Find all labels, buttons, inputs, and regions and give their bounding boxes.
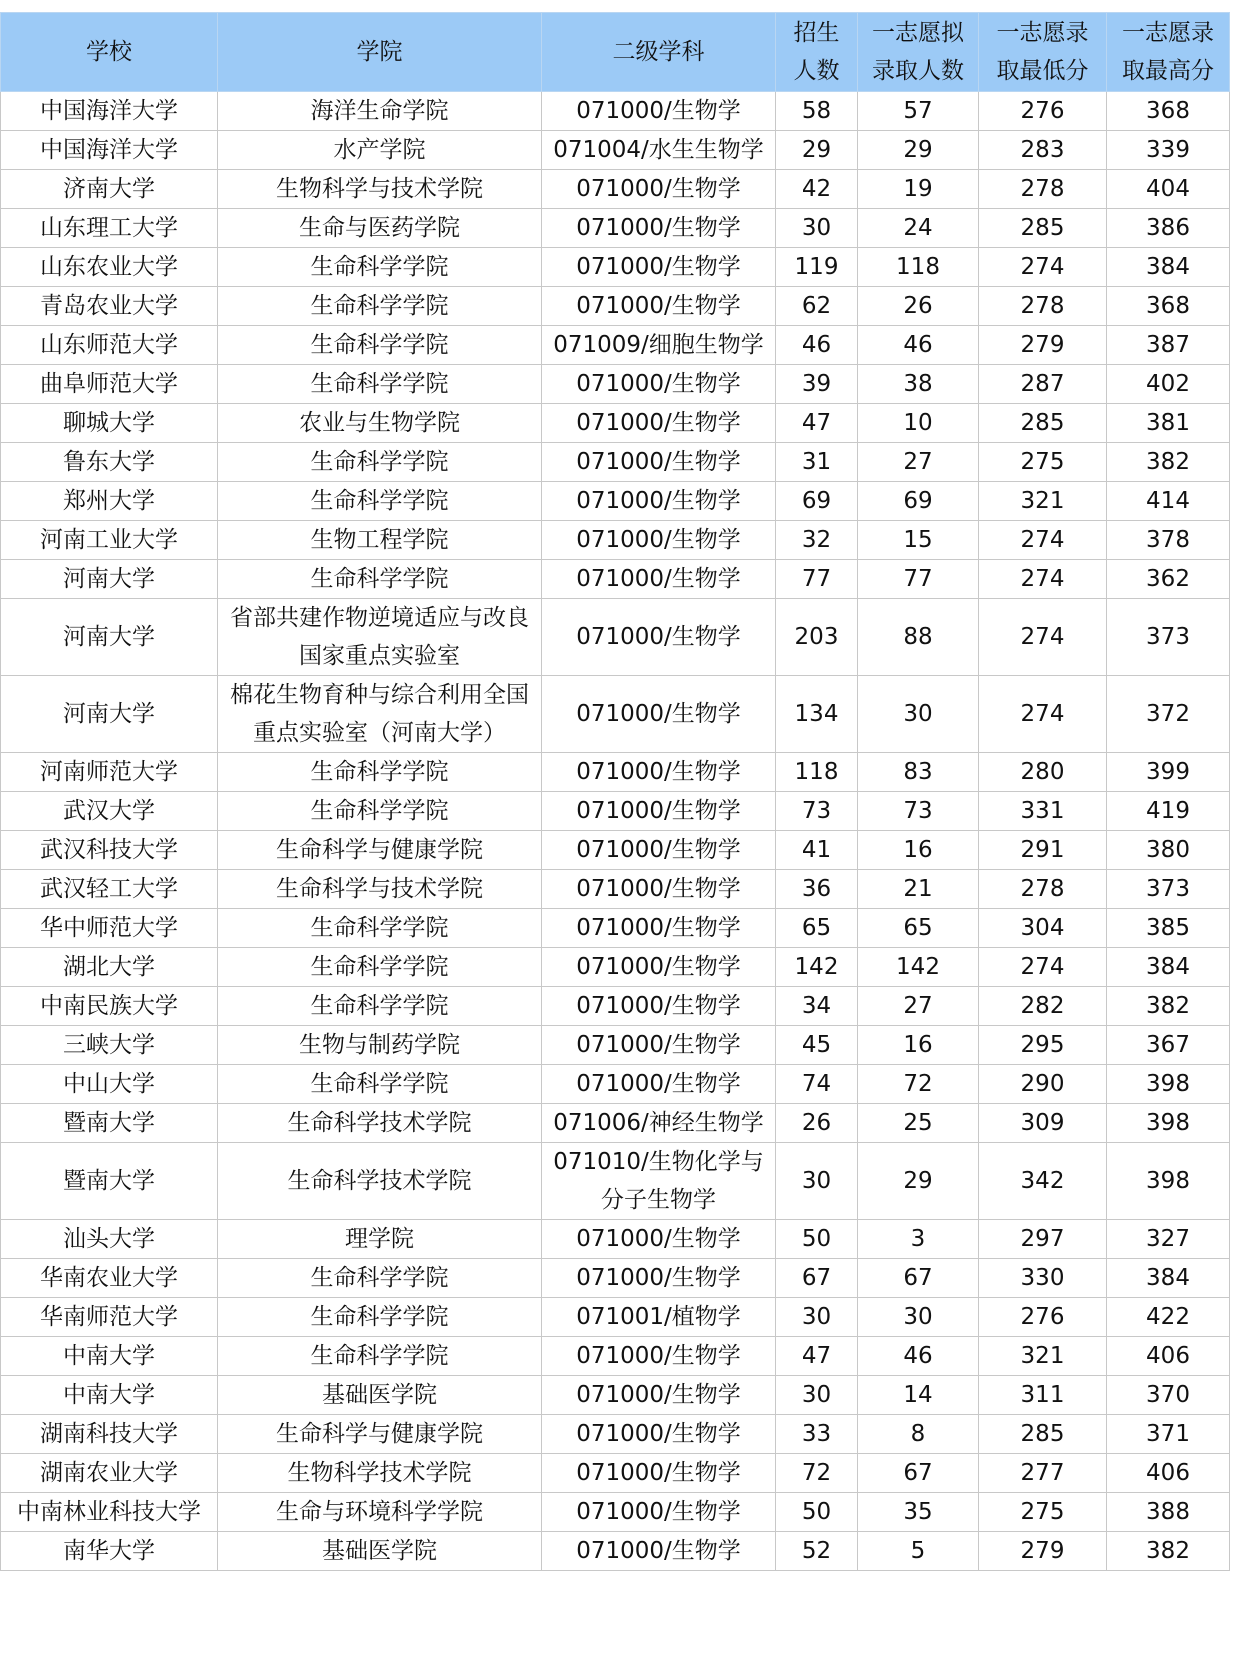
table-row: [1, 1143, 1230, 1220]
cell-discipline: 071004/水生生物学: [542, 131, 776, 170]
cell-first-choice-min-score: 285: [979, 404, 1107, 443]
cell-enrollment: 26: [776, 1104, 858, 1143]
table-row: [1, 987, 1230, 1026]
cell-school: 南华大学: [1, 1532, 218, 1571]
cell-first-choice-admitted: 19: [858, 170, 979, 209]
header-school: [1, 13, 218, 92]
cell-first-choice-admitted: 16: [858, 831, 979, 870]
cell-first-choice-max-score: 380: [1107, 831, 1230, 870]
table-body: [1, 92, 1230, 1571]
cell-first-choice-max-score: 388: [1107, 1493, 1230, 1532]
table-row: [1, 792, 1230, 831]
cell-discipline: 071000/生物学: [542, 599, 776, 676]
cell-enrollment: 203: [776, 599, 858, 676]
table-row: [1, 1220, 1230, 1259]
cell-enrollment: 58: [776, 92, 858, 131]
cell-enrollment: 33: [776, 1415, 858, 1454]
cell-first-choice-min-score: 274: [979, 560, 1107, 599]
cell-discipline: 071000/生物学: [542, 948, 776, 987]
cell-first-choice-admitted: 65: [858, 909, 979, 948]
cell-enrollment: 31: [776, 443, 858, 482]
cell-discipline: 071000/生物学: [542, 831, 776, 870]
table-row: [1, 560, 1230, 599]
cell-enrollment: 50: [776, 1493, 858, 1532]
cell-first-choice-min-score: 274: [979, 248, 1107, 287]
table-row: [1, 365, 1230, 404]
cell-discipline: 071000/生物学: [542, 1220, 776, 1259]
cell-enrollment: 50: [776, 1220, 858, 1259]
cell-college: 生命科学与技术学院: [218, 870, 542, 909]
cell-college: 生命与医药学院: [218, 209, 542, 248]
cell-discipline: 071000/生物学: [542, 404, 776, 443]
cell-school: 三峡大学: [1, 1026, 218, 1065]
cell-discipline: 071000/生物学: [542, 248, 776, 287]
table-row: [1, 1104, 1230, 1143]
table-row: [1, 1376, 1230, 1415]
cell-school: 湖南农业大学: [1, 1454, 218, 1493]
cell-first-choice-max-score: 382: [1107, 1532, 1230, 1571]
cell-enrollment: 47: [776, 404, 858, 443]
cell-school: 中南大学: [1, 1376, 218, 1415]
cell-enrollment: 30: [776, 1376, 858, 1415]
cell-first-choice-admitted: 14: [858, 1376, 979, 1415]
table-header: [1, 13, 1230, 92]
cell-first-choice-max-score: 370: [1107, 1376, 1230, 1415]
cell-school: 湖南科技大学: [1, 1415, 218, 1454]
cell-enrollment: 36: [776, 870, 858, 909]
cell-first-choice-admitted: 46: [858, 326, 979, 365]
table-row: [1, 1532, 1230, 1571]
cell-enrollment: 34: [776, 987, 858, 1026]
cell-first-choice-min-score: 321: [979, 1337, 1107, 1376]
cell-first-choice-min-score: 283: [979, 131, 1107, 170]
cell-first-choice-min-score: 274: [979, 599, 1107, 676]
cell-school: 中国海洋大学: [1, 131, 218, 170]
cell-college: 生命科学学院: [218, 248, 542, 287]
cell-discipline: 071000/生物学: [542, 443, 776, 482]
cell-first-choice-max-score: 414: [1107, 482, 1230, 521]
cell-first-choice-min-score: 277: [979, 1454, 1107, 1493]
table-row: [1, 482, 1230, 521]
cell-first-choice-min-score: 342: [979, 1143, 1107, 1220]
table-row: [1, 1337, 1230, 1376]
cell-college: 生物与制药学院: [218, 1026, 542, 1065]
cell-first-choice-min-score: 275: [979, 443, 1107, 482]
cell-first-choice-max-score: 381: [1107, 404, 1230, 443]
cell-first-choice-min-score: 275: [979, 1493, 1107, 1532]
cell-first-choice-max-score: 382: [1107, 443, 1230, 482]
cell-school: 济南大学: [1, 170, 218, 209]
cell-first-choice-admitted: 25: [858, 1104, 979, 1143]
cell-enrollment: 67: [776, 1259, 858, 1298]
cell-school: 山东师范大学: [1, 326, 218, 365]
cell-first-choice-min-score: 278: [979, 170, 1107, 209]
cell-first-choice-min-score: 295: [979, 1026, 1107, 1065]
cell-first-choice-admitted: 57: [858, 92, 979, 131]
table-row: [1, 1026, 1230, 1065]
table-row: [1, 131, 1230, 170]
cell-school: 武汉科技大学: [1, 831, 218, 870]
cell-college: 海洋生命学院: [218, 92, 542, 131]
cell-first-choice-min-score: 276: [979, 92, 1107, 131]
cell-school: 曲阜师范大学: [1, 365, 218, 404]
cell-enrollment: 39: [776, 365, 858, 404]
table-row: [1, 831, 1230, 870]
cell-college: 生物科学技术学院: [218, 1454, 542, 1493]
cell-college: 省部共建作物逆境适应与改良国家重点实验室: [218, 599, 542, 676]
cell-first-choice-min-score: 309: [979, 1104, 1107, 1143]
cell-first-choice-min-score: 274: [979, 948, 1107, 987]
cell-school: 中南林业科技大学: [1, 1493, 218, 1532]
table-row: [1, 248, 1230, 287]
cell-discipline: 071000/生物学: [542, 287, 776, 326]
cell-school: 中山大学: [1, 1065, 218, 1104]
cell-discipline: 071000/生物学: [542, 560, 776, 599]
cell-college: 生命科学学院: [218, 792, 542, 831]
header-first-choice-admitted: [858, 13, 979, 92]
cell-school: 河南大学: [1, 676, 218, 753]
cell-discipline: 071000/生物学: [542, 1337, 776, 1376]
cell-first-choice-max-score: 384: [1107, 1259, 1230, 1298]
header-text: 一志愿拟录取人数: [871, 20, 964, 84]
cell-college: 生命科学学院: [218, 443, 542, 482]
header-enrollment: [776, 13, 858, 92]
cell-first-choice-max-score: 368: [1107, 287, 1230, 326]
cell-first-choice-admitted: 3: [858, 1220, 979, 1259]
cell-school: 华南农业大学: [1, 1259, 218, 1298]
table-row: [1, 909, 1230, 948]
cell-first-choice-max-score: 419: [1107, 792, 1230, 831]
cell-college: 生命科学学院: [218, 753, 542, 792]
cell-first-choice-admitted: 73: [858, 792, 979, 831]
cell-enrollment: 134: [776, 676, 858, 753]
header-discipline: [542, 13, 776, 92]
cell-college: 水产学院: [218, 131, 542, 170]
cell-college: 生命科学学院: [218, 1259, 542, 1298]
cell-college: 生命科学与健康学院: [218, 1415, 542, 1454]
cell-first-choice-admitted: 8: [858, 1415, 979, 1454]
cell-college: 生命科学学院: [218, 326, 542, 365]
cell-discipline: 071000/生物学: [542, 1026, 776, 1065]
cell-first-choice-max-score: 368: [1107, 92, 1230, 131]
cell-discipline: 071000/生物学: [542, 209, 776, 248]
cell-school: 汕头大学: [1, 1220, 218, 1259]
table-row: [1, 170, 1230, 209]
header-row: [1, 13, 1230, 92]
cell-first-choice-admitted: 16: [858, 1026, 979, 1065]
cell-first-choice-min-score: 297: [979, 1220, 1107, 1259]
table-row: [1, 443, 1230, 482]
header-text: 一志愿录取最高分: [1121, 20, 1214, 84]
cell-school: 华南师范大学: [1, 1298, 218, 1337]
cell-school: 鲁东大学: [1, 443, 218, 482]
cell-college: 生命科学学院: [218, 948, 542, 987]
cell-first-choice-max-score: 399: [1107, 753, 1230, 792]
table-row: [1, 92, 1230, 131]
cell-first-choice-max-score: 384: [1107, 948, 1230, 987]
cell-discipline: 071000/生物学: [542, 870, 776, 909]
cell-first-choice-admitted: 67: [858, 1454, 979, 1493]
cell-school: 河南大学: [1, 560, 218, 599]
cell-discipline: 071000/生物学: [542, 365, 776, 404]
header-first-choice-max-score: [1107, 13, 1230, 92]
cell-enrollment: 119: [776, 248, 858, 287]
cell-college: 生命科学学院: [218, 365, 542, 404]
cell-first-choice-admitted: 27: [858, 443, 979, 482]
cell-first-choice-min-score: 285: [979, 1415, 1107, 1454]
cell-school: 暨南大学: [1, 1104, 218, 1143]
cell-school: 中南大学: [1, 1337, 218, 1376]
admission-table: [0, 12, 1230, 1571]
cell-discipline: 071000/生物学: [542, 753, 776, 792]
cell-discipline: 071000/生物学: [542, 1065, 776, 1104]
header-text: 学校: [86, 39, 132, 65]
table-row: [1, 209, 1230, 248]
cell-school: 青岛农业大学: [1, 287, 218, 326]
cell-first-choice-min-score: 279: [979, 326, 1107, 365]
cell-enrollment: 32: [776, 521, 858, 560]
table-row: [1, 1493, 1230, 1532]
cell-enrollment: 72: [776, 1454, 858, 1493]
header-text: 招生人数: [793, 20, 840, 84]
cell-first-choice-admitted: 21: [858, 870, 979, 909]
cell-first-choice-max-score: 372: [1107, 676, 1230, 753]
cell-first-choice-admitted: 15: [858, 521, 979, 560]
cell-first-choice-max-score: 422: [1107, 1298, 1230, 1337]
cell-discipline: 071000/生物学: [542, 92, 776, 131]
cell-college: 生命科学学院: [218, 287, 542, 326]
cell-first-choice-admitted: 38: [858, 365, 979, 404]
cell-discipline: 071009/细胞生物学: [542, 326, 776, 365]
cell-enrollment: 73: [776, 792, 858, 831]
cell-discipline: 071000/生物学: [542, 1376, 776, 1415]
cell-college: 生命科学学院: [218, 909, 542, 948]
cell-college: 理学院: [218, 1220, 542, 1259]
cell-school: 河南大学: [1, 599, 218, 676]
header-text: 二级学科: [612, 39, 705, 65]
table-row: [1, 1454, 1230, 1493]
cell-college: 生命科学与健康学院: [218, 831, 542, 870]
cell-discipline: 071000/生物学: [542, 1415, 776, 1454]
cell-discipline: 071000/生物学: [542, 170, 776, 209]
cell-college: 生命科学学院: [218, 1337, 542, 1376]
cell-school: 河南工业大学: [1, 521, 218, 560]
cell-school: 中国海洋大学: [1, 92, 218, 131]
cell-first-choice-admitted: 30: [858, 676, 979, 753]
cell-first-choice-min-score: 285: [979, 209, 1107, 248]
cell-first-choice-admitted: 27: [858, 987, 979, 1026]
cell-discipline: 071000/生物学: [542, 1454, 776, 1493]
cell-first-choice-max-score: 373: [1107, 870, 1230, 909]
cell-enrollment: 74: [776, 1065, 858, 1104]
table-row: [1, 1298, 1230, 1337]
cell-first-choice-min-score: 282: [979, 987, 1107, 1026]
cell-first-choice-min-score: 291: [979, 831, 1107, 870]
cell-discipline: 071000/生物学: [542, 482, 776, 521]
cell-first-choice-admitted: 83: [858, 753, 979, 792]
cell-school: 郑州大学: [1, 482, 218, 521]
cell-first-choice-min-score: 278: [979, 870, 1107, 909]
cell-first-choice-max-score: 398: [1107, 1143, 1230, 1220]
cell-first-choice-admitted: 88: [858, 599, 979, 676]
cell-first-choice-max-score: 406: [1107, 1337, 1230, 1376]
cell-first-choice-admitted: 69: [858, 482, 979, 521]
cell-enrollment: 41: [776, 831, 858, 870]
cell-college: 生物工程学院: [218, 521, 542, 560]
cell-first-choice-max-score: 339: [1107, 131, 1230, 170]
cell-first-choice-max-score: 373: [1107, 599, 1230, 676]
cell-college: 生命科学学院: [218, 560, 542, 599]
cell-enrollment: 65: [776, 909, 858, 948]
table-row: [1, 521, 1230, 560]
cell-enrollment: 42: [776, 170, 858, 209]
cell-first-choice-max-score: 398: [1107, 1104, 1230, 1143]
cell-first-choice-admitted: 67: [858, 1259, 979, 1298]
cell-discipline: 071006/神经生物学: [542, 1104, 776, 1143]
cell-school: 武汉大学: [1, 792, 218, 831]
cell-first-choice-max-score: 404: [1107, 170, 1230, 209]
cell-discipline: 071000/生物学: [542, 1493, 776, 1532]
cell-first-choice-min-score: 274: [979, 676, 1107, 753]
cell-first-choice-admitted: 5: [858, 1532, 979, 1571]
cell-first-choice-admitted: 77: [858, 560, 979, 599]
cell-discipline: 071001/植物学: [542, 1298, 776, 1337]
cell-college: 基础医学院: [218, 1532, 542, 1571]
cell-first-choice-max-score: 382: [1107, 987, 1230, 1026]
cell-enrollment: 47: [776, 1337, 858, 1376]
cell-enrollment: 118: [776, 753, 858, 792]
cell-first-choice-max-score: 406: [1107, 1454, 1230, 1493]
table-row: [1, 326, 1230, 365]
cell-discipline: 071000/生物学: [542, 521, 776, 560]
cell-enrollment: 142: [776, 948, 858, 987]
cell-first-choice-admitted: 46: [858, 1337, 979, 1376]
cell-enrollment: 45: [776, 1026, 858, 1065]
header-text: 学院: [356, 39, 403, 65]
table-row: [1, 676, 1230, 753]
cell-school: 暨南大学: [1, 1143, 218, 1220]
table-row: [1, 599, 1230, 676]
cell-enrollment: 62: [776, 287, 858, 326]
cell-school: 中南民族大学: [1, 987, 218, 1026]
cell-college: 生命科学技术学院: [218, 1104, 542, 1143]
cell-first-choice-max-score: 385: [1107, 909, 1230, 948]
cell-first-choice-admitted: 118: [858, 248, 979, 287]
cell-discipline: 071000/生物学: [542, 1259, 776, 1298]
cell-first-choice-min-score: 274: [979, 521, 1107, 560]
cell-enrollment: 30: [776, 1143, 858, 1220]
cell-first-choice-min-score: 321: [979, 482, 1107, 521]
cell-discipline: 071000/生物学: [542, 676, 776, 753]
cell-college: 生命与环境科学学院: [218, 1493, 542, 1532]
cell-college: 生命科学学院: [218, 482, 542, 521]
cell-college: 生命科学学院: [218, 987, 542, 1026]
cell-enrollment: 77: [776, 560, 858, 599]
cell-college: 生命科学技术学院: [218, 1143, 542, 1220]
cell-school: 武汉轻工大学: [1, 870, 218, 909]
cell-school: 华中师范大学: [1, 909, 218, 948]
table-row: [1, 948, 1230, 987]
cell-enrollment: 30: [776, 1298, 858, 1337]
header-first-choice-min-score: [979, 13, 1107, 92]
cell-first-choice-min-score: 330: [979, 1259, 1107, 1298]
cell-first-choice-admitted: 35: [858, 1493, 979, 1532]
header-college: [218, 13, 542, 92]
cell-college: 生命科学学院: [218, 1298, 542, 1337]
cell-first-choice-max-score: 384: [1107, 248, 1230, 287]
cell-enrollment: 29: [776, 131, 858, 170]
cell-college: 棉花生物育种与综合利用全国重点实验室（河南大学）: [218, 676, 542, 753]
cell-first-choice-min-score: 278: [979, 287, 1107, 326]
table-row: [1, 287, 1230, 326]
cell-college: 农业与生物学院: [218, 404, 542, 443]
cell-first-choice-admitted: 10: [858, 404, 979, 443]
header-text: 一志愿录取最低分: [996, 20, 1089, 84]
cell-first-choice-min-score: 311: [979, 1376, 1107, 1415]
table-row: [1, 753, 1230, 792]
cell-school: 山东理工大学: [1, 209, 218, 248]
cell-first-choice-min-score: 290: [979, 1065, 1107, 1104]
cell-first-choice-admitted: 26: [858, 287, 979, 326]
cell-first-choice-admitted: 142: [858, 948, 979, 987]
cell-first-choice-admitted: 29: [858, 131, 979, 170]
cell-first-choice-min-score: 276: [979, 1298, 1107, 1337]
cell-first-choice-min-score: 287: [979, 365, 1107, 404]
cell-first-choice-max-score: 398: [1107, 1065, 1230, 1104]
cell-first-choice-admitted: 72: [858, 1065, 979, 1104]
table-row: [1, 1065, 1230, 1104]
cell-first-choice-admitted: 24: [858, 209, 979, 248]
cell-first-choice-min-score: 331: [979, 792, 1107, 831]
cell-first-choice-min-score: 280: [979, 753, 1107, 792]
cell-first-choice-max-score: 362: [1107, 560, 1230, 599]
cell-discipline: 071010/生物化学与分子生物学: [542, 1143, 776, 1220]
cell-first-choice-max-score: 327: [1107, 1220, 1230, 1259]
cell-first-choice-max-score: 386: [1107, 209, 1230, 248]
cell-first-choice-max-score: 367: [1107, 1026, 1230, 1065]
table-row: [1, 404, 1230, 443]
cell-first-choice-admitted: 30: [858, 1298, 979, 1337]
cell-school: 湖北大学: [1, 948, 218, 987]
cell-discipline: 071000/生物学: [542, 1532, 776, 1571]
cell-college: 生命科学学院: [218, 1065, 542, 1104]
cell-school: 山东农业大学: [1, 248, 218, 287]
cell-college: 生物科学与技术学院: [218, 170, 542, 209]
cell-discipline: 071000/生物学: [542, 909, 776, 948]
cell-enrollment: 46: [776, 326, 858, 365]
cell-first-choice-max-score: 402: [1107, 365, 1230, 404]
cell-discipline: 071000/生物学: [542, 792, 776, 831]
table-row: [1, 1415, 1230, 1454]
cell-school: 聊城大学: [1, 404, 218, 443]
cell-first-choice-max-score: 378: [1107, 521, 1230, 560]
cell-first-choice-min-score: 279: [979, 1532, 1107, 1571]
cell-school: 河南师范大学: [1, 753, 218, 792]
table-row: [1, 1259, 1230, 1298]
cell-first-choice-min-score: 304: [979, 909, 1107, 948]
cell-first-choice-max-score: 371: [1107, 1415, 1230, 1454]
cell-enrollment: 52: [776, 1532, 858, 1571]
table-row: [1, 870, 1230, 909]
cell-first-choice-admitted: 29: [858, 1143, 979, 1220]
cell-enrollment: 69: [776, 482, 858, 521]
cell-enrollment: 30: [776, 209, 858, 248]
cell-college: 基础医学院: [218, 1376, 542, 1415]
cell-discipline: 071000/生物学: [542, 987, 776, 1026]
cell-first-choice-max-score: 387: [1107, 326, 1230, 365]
